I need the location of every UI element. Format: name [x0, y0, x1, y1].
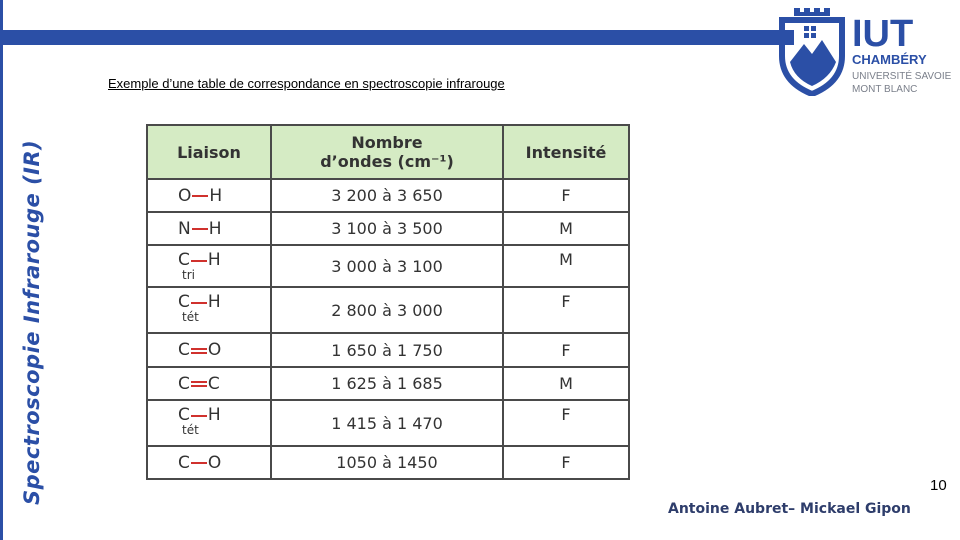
cell-liaison — [147, 446, 271, 479]
shield-icon — [782, 8, 842, 94]
bond-formula — [148, 453, 221, 473]
logo-graphic — [778, 4, 954, 96]
bond-formula — [148, 405, 221, 437]
atom-2: H — [207, 292, 221, 312]
atom-1: C — [178, 340, 190, 360]
authors-footer: Antoine Aubret– Mickael Gipon — [668, 501, 911, 517]
single-bond-icon — [192, 195, 208, 197]
atom-2: C — [207, 373, 220, 394]
atom-2: O — [207, 452, 222, 473]
table-header-row — [147, 125, 629, 179]
table-row — [147, 400, 629, 446]
cell-intensity: M — [503, 245, 629, 287]
cell-wavenumber: 1 415 à 1 470 — [271, 400, 503, 446]
logo-universite-text: UNIVERSITÉ SAVOIE — [852, 71, 952, 82]
carbon-subscript: tét — [182, 423, 199, 437]
carbon-subscript: tét — [182, 310, 199, 324]
single-bond-icon — [192, 228, 208, 230]
page-number: 10 — [930, 477, 947, 494]
bond-formula — [148, 219, 222, 239]
top-accent-band — [2, 30, 794, 45]
atom-1: C — [178, 405, 190, 425]
bond-formula — [148, 374, 220, 394]
cell-liaison — [147, 179, 271, 212]
atom-1: C — [178, 373, 190, 394]
table-row — [147, 446, 629, 479]
cell-wavenumber: 3 100 à 3 500 — [271, 212, 503, 245]
cell-liaison — [147, 287, 271, 333]
cell-intensity: M — [503, 367, 629, 400]
table-row — [147, 245, 629, 287]
cell-liaison — [147, 212, 271, 245]
double-bond-icon — [191, 381, 207, 387]
vertical-slide-title: Spectroscopie Infrarouge (IR) — [20, 139, 44, 505]
atom-2: O — [207, 340, 222, 360]
table-row — [147, 367, 629, 400]
table-row — [147, 333, 629, 367]
atom-2: H — [207, 405, 221, 425]
cell-intensity: F — [503, 446, 629, 479]
table-row — [147, 212, 629, 245]
cell-wavenumber: 3 000 à 3 100 — [271, 245, 503, 287]
single-bond-icon — [191, 260, 207, 262]
atom-2: H — [208, 218, 222, 239]
atom-2: H — [207, 250, 221, 270]
logo-iut-text: IUT — [852, 13, 914, 55]
single-bond-icon — [191, 462, 207, 464]
atom-1: N — [178, 218, 191, 239]
double-bond-icon — [191, 348, 207, 354]
left-accent-bar — [0, 0, 3, 540]
single-bond-icon — [191, 302, 207, 304]
cell-liaison — [147, 400, 271, 446]
cell-intensity: M — [503, 212, 629, 245]
bond-formula — [148, 186, 222, 206]
slide-heading: Exemple d’une table de correspondance en spectroscopie infrarouge — [108, 76, 505, 91]
header-nombre-ondes — [271, 125, 503, 179]
cell-wavenumber: 3 200 à 3 650 — [271, 179, 503, 212]
cell-intensity: F — [503, 333, 629, 367]
atom-1: O — [178, 185, 192, 206]
header-nombre-line2: d’ondes (cm⁻¹) — [320, 152, 454, 171]
logo-chambery-text: CHAMBÉRY — [852, 52, 927, 67]
logo-montblanc-text: MONT BLANC — [852, 84, 918, 95]
header-nombre-line1: Nombre — [351, 133, 423, 152]
cell-wavenumber: 1 650 à 1 750 — [271, 333, 503, 367]
ir-correspondence-table — [146, 124, 630, 480]
iut-chambery-logo — [778, 4, 954, 96]
cell-intensity: F — [503, 179, 629, 212]
header-intensite: Intensité — [503, 125, 629, 179]
bond-formula — [148, 250, 221, 282]
cell-intensity: F — [503, 400, 629, 446]
atom-2: H — [209, 185, 223, 206]
atom-1: C — [178, 452, 190, 473]
header-liaison: Liaison — [147, 125, 271, 179]
cell-wavenumber: 1 625 à 1 685 — [271, 367, 503, 400]
bond-formula — [148, 340, 221, 360]
cell-liaison — [147, 367, 271, 400]
carbon-subscript: tri — [182, 268, 195, 282]
table-row — [147, 287, 629, 333]
bond-formula — [148, 292, 221, 324]
table-row — [147, 179, 629, 212]
cell-wavenumber: 2 800 à 3 000 — [271, 287, 503, 333]
atom-1: C — [178, 250, 190, 270]
cell-liaison — [147, 245, 271, 287]
single-bond-icon — [191, 415, 207, 417]
cell-liaison — [147, 333, 271, 367]
atom-1: C — [178, 292, 190, 312]
cell-wavenumber: 1050 à 1450 — [271, 446, 503, 479]
cell-intensity: F — [503, 287, 629, 333]
